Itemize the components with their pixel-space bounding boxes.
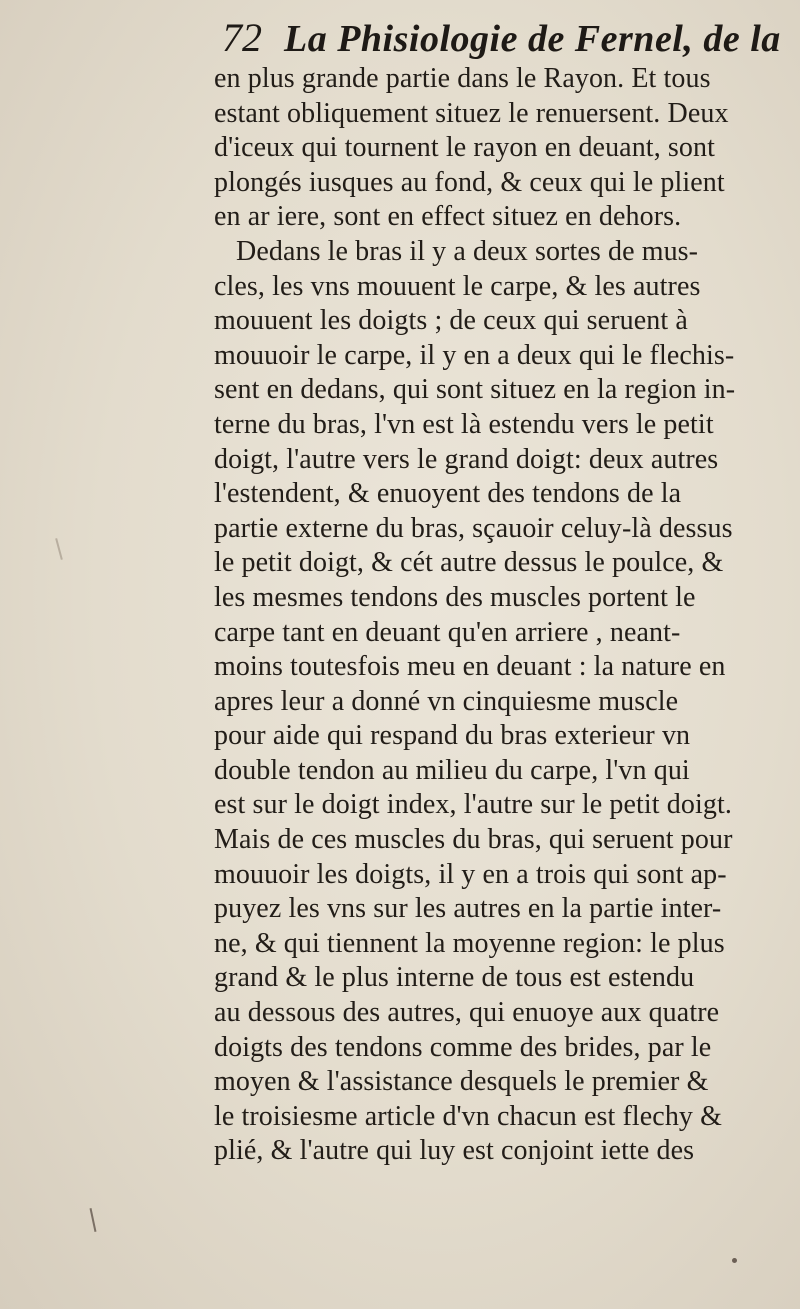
text-line: mouuoir le carpe, il y en a deux qui le flechis- bbox=[214, 339, 735, 371]
text-line: terne du bras, l'vn est là estendu vers le petit bbox=[214, 408, 714, 440]
margin-mark bbox=[55, 538, 63, 560]
text-line: en ar iere, sont en effect situez en dehors. bbox=[214, 201, 682, 233]
text-line: grand & le plus interne de tous est estendu bbox=[214, 962, 695, 994]
text-line: est sur le doigt index, l'autre sur le petit doigt. bbox=[214, 789, 732, 821]
page-header bbox=[222, 14, 781, 64]
text-line: doigts des tendons comme des brides, par le bbox=[214, 1031, 712, 1063]
text-line: Dedans le bras il y a deux sortes de mus- bbox=[236, 235, 699, 267]
text-line: les mesmes tendons des muscles portent le bbox=[214, 581, 696, 613]
text-line: double tendon au milieu du carpe, l'vn qui bbox=[214, 754, 690, 786]
text-line: cles, les vns mouuent le carpe, & les autres bbox=[214, 270, 701, 302]
text-line: estant obliquement situez le renuersent. Deux bbox=[214, 97, 729, 129]
text-line: l'estendent, & enuoyent des tendons de la bbox=[214, 478, 682, 510]
text-line: moyen & l'assistance desquels le premier & bbox=[214, 1066, 709, 1098]
text-line: d'iceux qui tournent le rayon en deuant, sont bbox=[214, 132, 715, 164]
text-line: sent en dedans, qui sont situez en la region in- bbox=[214, 374, 736, 406]
text-line: moins toutesfois meu en deuant : la nature en bbox=[214, 651, 726, 683]
text-line: apres leur a donné vn cinquiesme muscle bbox=[214, 685, 679, 717]
text-line: puyez les vns sur les autres en la partie inter- bbox=[214, 893, 722, 925]
text-line: ne, & qui tiennent la moyenne region: le plus bbox=[214, 927, 725, 959]
text-line: partie externe du bras, sçauoir celuy-là dessus bbox=[214, 512, 733, 544]
page-number: 72 bbox=[222, 15, 262, 60]
text-line: au dessous des autres, qui enuoye aux quatre bbox=[214, 997, 720, 1029]
text-line: Mais de ces muscles du bras, qui seruent pour bbox=[214, 824, 733, 856]
text-line: le petit doigt, & cét autre dessus le poulce, & bbox=[214, 547, 724, 579]
text-line: doigt, l'autre vers le grand doigt: deux autres bbox=[214, 443, 719, 475]
text-line: carpe tant en deuant qu'en arriere , neant- bbox=[214, 616, 681, 648]
text-line: pour aide qui respand du bras exterieur vn bbox=[214, 720, 691, 752]
text-line: plongés iusques au fond, & ceux qui le plient bbox=[214, 166, 725, 198]
text-line: le troisiesme article d'vn chacun est flechy & bbox=[214, 1100, 723, 1132]
ink-spot bbox=[732, 1258, 737, 1263]
text-line: plié, & l'autre qui luy est conjoint iette des bbox=[214, 1135, 695, 1167]
margin-mark bbox=[90, 1208, 97, 1232]
body-text bbox=[214, 62, 774, 1169]
text-line: en plus grande partie dans le Rayon. Et tous bbox=[214, 63, 711, 94]
text-line: mouuent les doigts ; de ceux qui seruent à bbox=[214, 305, 688, 337]
text-line: mouuoir les doigts, il y en a trois qui sont ap- bbox=[214, 858, 727, 890]
running-title: La Phisiologie de Fernel, de la bbox=[284, 18, 781, 60]
